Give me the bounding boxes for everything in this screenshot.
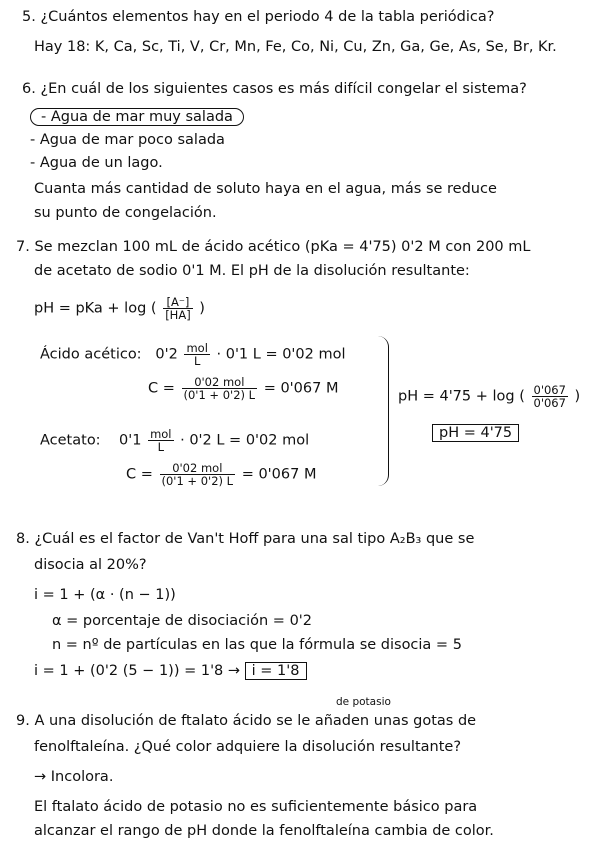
q8-result: i = 1'8	[245, 662, 307, 680]
q7-acetate-conc-den: (0'1 + 0'2) L	[161, 474, 234, 488]
q7-acid-moles-num: mol	[186, 341, 208, 355]
q7-formula-num: [A⁻]	[163, 296, 193, 309]
q7-acetate-conc-post: = 0'067 M	[241, 466, 317, 483]
q6-explanation-2: su punto de congelación.	[34, 205, 217, 221]
q7-acetate-moles	[40, 428, 309, 453]
q7-ph-result: pH = 4'75	[432, 424, 519, 442]
q7-formula-den: [HA]	[165, 308, 191, 322]
q7-ph-calc-fraction	[532, 384, 568, 409]
q5-question: 5. ¿Cuántos elementos hay en el periodo 4 de la tabla periódica?	[22, 9, 495, 25]
q6-explanation-1: Cuanta más cantidad de soluto haya en el agua, más se reduce	[34, 181, 497, 197]
q7-formula-lhs: pH = pKa + log	[34, 300, 147, 317]
q7-acid-moles-den: L	[193, 354, 201, 368]
q8-n-def: n = nº de partículas en las que la fórmula se disocia = 5	[52, 637, 462, 653]
q7-acid-conc	[148, 376, 338, 401]
q8-question-1: 8. ¿Cuál es el factor de Van't Hoff para una sal tipo A₂B₃ que se	[16, 531, 475, 547]
q7-acid-label: Ácido acético:	[40, 346, 142, 363]
q5-answer: Hay 18: K, Ca, Sc, Ti, V, Cr, Mn, Fe, Co, Ni, Cu, Zn, Ga, Ge, As, Se, Br, Kr.	[34, 39, 557, 55]
q7-acetate-conc-fraction	[160, 462, 236, 487]
q7-ph-calc-den: 0'067	[533, 396, 566, 410]
q8-formula: i = 1 + (α · (n − 1))	[34, 587, 176, 603]
q7-question-1: 7. Se mezclan 100 mL de ácido acético (pKa = 4'75) 0'2 M con 200 mL	[16, 239, 531, 255]
q9-question-2: fenolftaleína. ¿Qué color adquiere la disolución resultante?	[34, 739, 462, 755]
q9-question-1: 9. A una disolución de ftalato ácido se le añaden unas gotas de	[16, 713, 477, 729]
q7-formula-fraction	[163, 296, 193, 321]
q7-acetate-moles-fraction	[148, 428, 173, 453]
q7-acid-moles-pre: 0'2	[155, 346, 178, 363]
q6-option-3: - Agua de un lago.	[30, 155, 163, 171]
q7-acetate-moles-den: L	[157, 440, 164, 454]
q7-question-2: de acetato de sodio 0'1 M. El pH de la disolución resultante:	[34, 263, 470, 279]
q6-question: 6. ¿En cuál de los siguientes casos es más difícil congelar el sistema?	[22, 81, 527, 97]
q8-calc	[34, 662, 307, 680]
q7-acid-conc-pre: C =	[148, 380, 175, 397]
q8-alpha-def: α = porcentaje de disociación = 0'2	[52, 613, 313, 629]
q9-answer: → Incolora.	[34, 769, 114, 785]
q7-acid-conc-post: = 0'067 M	[263, 380, 339, 397]
q7-acetate-conc	[126, 462, 316, 487]
q7-acid-moles-post: · 0'1 L = 0'02 mol	[216, 346, 346, 363]
q7-acetate-moles-post: · 0'2 L = 0'02 mol	[180, 432, 310, 449]
q7-acetate-moles-num: mol	[150, 427, 172, 441]
q9-explanation-1: El ftalato ácido de potasio no es suficientemente básico para	[34, 799, 478, 815]
q7-acetate-conc-pre: C =	[126, 466, 153, 483]
q7-acid-moles	[40, 342, 346, 367]
q7-ph-result-line	[432, 424, 519, 442]
q7-acid-conc-fraction	[182, 376, 258, 401]
q7-acid-conc-num: 0'02 mol	[182, 376, 258, 389]
q8-calc-text: i = 1 + (0'2 (5 − 1)) = 1'8 →	[34, 663, 241, 679]
q6-option-1-circled: - Agua de mar muy salada	[30, 108, 244, 126]
q7-ph-calc-pre: pH = 4'75 + log	[398, 388, 515, 405]
q7-acid-moles-fraction	[184, 342, 209, 367]
q7-acetate-conc-num: 0'02 mol	[160, 462, 236, 475]
q7-brace	[378, 336, 389, 486]
q9-insert-note: de potasio	[336, 696, 391, 708]
q7-ph-calc-num: 0'067	[533, 383, 566, 397]
q8-question-2: disocia al 20%?	[34, 557, 147, 573]
q7-acid-conc-den: (0'1 + 0'2) L	[183, 388, 256, 402]
q7-acetate-moles-pre: 0'1	[119, 432, 142, 449]
q7-ph-calc: pH = 4'75 + log ( $\frac{0'067}{0'067}$ )	[398, 383, 581, 410]
q7-acetate-label: Acetato:	[40, 432, 101, 449]
q9-explanation-2: alcanzar el rango de pH donde la fenolftaleína cambia de color.	[34, 823, 494, 839]
q6-option-1	[30, 108, 244, 126]
q7-formula: pH = pKa + log ( $\frac{[A^-]}{[HA]}$ )	[34, 295, 205, 322]
q6-option-2: - Agua de mar poco salada	[30, 132, 225, 148]
